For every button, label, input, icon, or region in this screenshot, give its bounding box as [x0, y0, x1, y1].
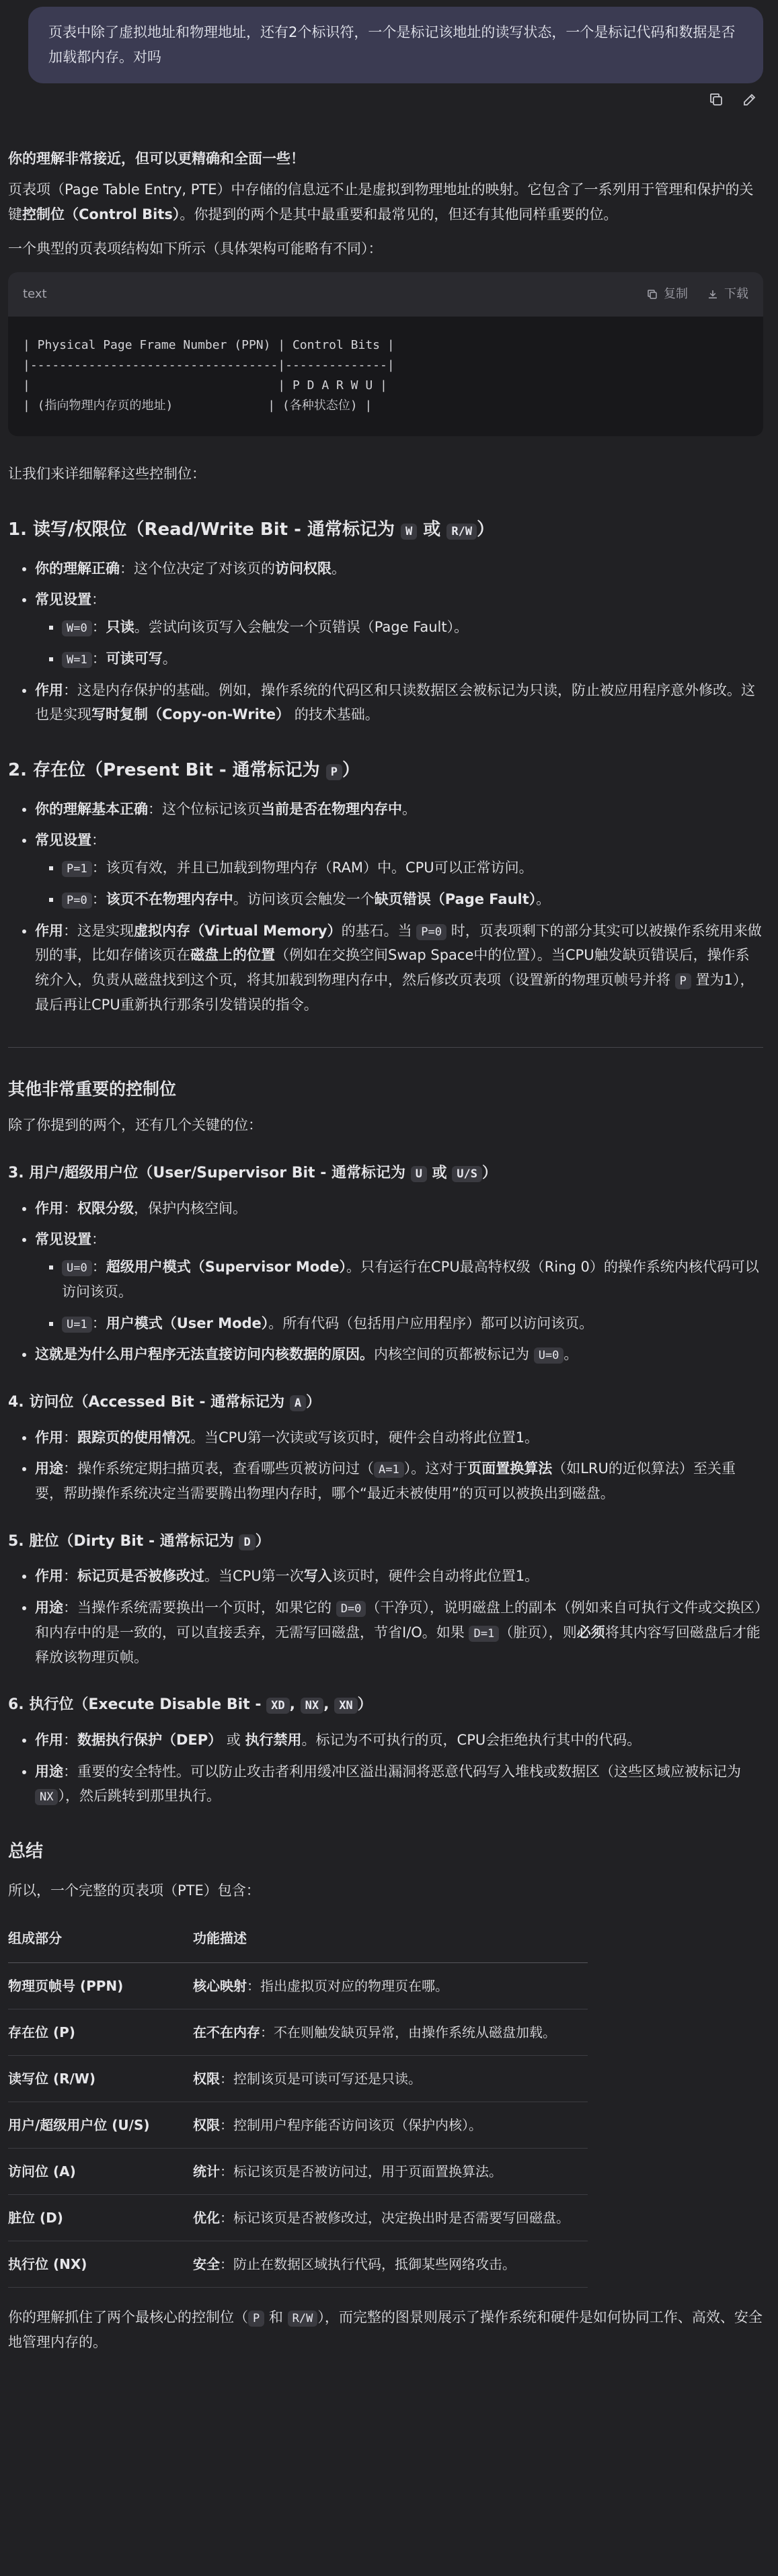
list-item: • 作用：跟踪页的使用情况。当CPU第一次读或写该页时，硬件会自动将此位置1。: [35, 1425, 763, 1450]
structure-text: 一个典型的页表项结构如下所示（具体架构可能略有不同）：: [8, 240, 383, 257]
code-block: [8, 272, 763, 437]
list-item: • 作用：权限分级，保护内核空间。: [35, 1196, 763, 1221]
code-download-button[interactable]: 下载: [707, 284, 748, 305]
list-item: • 用途：重要的安全特性。可以防止攻击者利用缓冲区溢出漏洞将恶意代码写入堆栈或数据区（这些区域应被标记为 NX ），然后跳转到那里执行。: [35, 1759, 763, 1809]
list-item: ▪ W=0 ：只读。尝试向该页写入会触发一个页错误（Page Fault）。: [62, 615, 763, 640]
code-copy-button[interactable]: 复制: [646, 284, 688, 305]
list-item: • 用途：当操作系统需要换出一个页时，如果它的 D=0 （干净页），说明磁盘上的副本（例如来自可执行文件或交换区）和内存中的是一致的，可以直接丢弃，无需写回磁盘，节省I/O。如果 D=1 （脏页），则必须将其内容写回磁盘后才能释放该物理页帧。: [35, 1595, 763, 1669]
summary-table: [8, 1915, 588, 2288]
table-row: 脏位 (D) 优化：标记该页是否被修改过，决定换出时是否需要写回磁盘。: [8, 2195, 588, 2241]
table-header-row: [8, 1915, 588, 1963]
section-6-heading: 6. 执行位（Execute Disable Bit - XD , NX , XN ）: [8, 1696, 373, 1714]
section-2-heading: 2. 存在位（Present Bit - 通常标记为 P ）: [8, 760, 360, 781]
user-message-text: 页表中除了虚拟地址和物理地址，还有2个标识符，一个是标记该地址的读写状态，一个是标记代码和数据是否加载都内存。对吗: [48, 24, 736, 65]
pencil-icon[interactable]: [742, 91, 758, 108]
list-item: • 你的理解基本正确：这个位标记该页当前是否在物理内存中。: [35, 797, 763, 822]
other-bits-intro: 除了你提到的两个，还有几个关键的位：: [8, 1117, 262, 1134]
section-4-heading: 4. 访问位（Accessed Bit - 通常标记为 A ）: [8, 1394, 321, 1411]
table-row: 访问位 (A) 统计：标记该页是否被访问过，用于页面置换算法。: [8, 2149, 588, 2195]
table-row: 读写位 (R/W) 权限：控制该页是可读可写还是只读。: [8, 2056, 588, 2102]
answer-intro: 页表项（Page Table Entry, PTE）中存储的信息远不止是虚拟到物理地址的映射。它包含了一系列用于管理和保护的关键控制位（Control Bits）。你提到的两个是其中最重要和最常见的，但还有其他同样重要的位。: [8, 181, 754, 222]
list-item: • 这就是为什么用户程序无法直接访问内核数据的原因。内核空间的页都被标记为 U=0 。: [35, 1342, 763, 1367]
answer-lead: 你的理解非常接近，但可以更精确和全面一些！: [8, 150, 305, 167]
list-item: ▪ P=1 ：该页有效，并且已加载到物理内存（RAM）中。CPU可以正常访问。: [62, 856, 763, 880]
list-item: • 作用：这是内存保护的基础。例如，操作系统的代码区和只读数据区会被标记为只读，防止被应用程序意外修改。这也是实现写时复制（Copy-on-Write） 的技术基础。: [35, 678, 763, 728]
list-item: ▪ P=0 ：该页不在物理内存中。访问该页会触发一个缺页错误（Page Fault）。: [62, 887, 763, 912]
section-1-list: [8, 556, 763, 728]
section-4-list: [8, 1425, 763, 1506]
table-header: 功能描述: [193, 1915, 588, 1963]
list-item: • 作用：数据执行保护（DEP） 或 执行禁用。标记为不可执行的页，CPU会拒绝执行其中的代码。: [35, 1728, 763, 1753]
list-item: ▪ W=1 ：可读可写。: [62, 647, 763, 671]
copy-icon: [646, 288, 658, 300]
list-item: • 常见设置： ▪ U=0 ：超级用户模式（Supervisor Mode）。只有运行在CPU最高特权级（Ring 0）的操作系统内核代码可以访问该页。 ▪ U=1 ：用户模式（User Mode）。所有代码（包括用户应用程序）都可以访问该页。: [35, 1227, 763, 1335]
section-1-heading: 1. 读写/权限位（Read/Write Bit - 通常标记为 W 或 R/W ）: [8, 520, 495, 540]
message-toolbar: [8, 83, 763, 114]
summary-heading: 总结: [8, 1841, 44, 1862]
section-2-list: [8, 797, 763, 1017]
code-language-label: text: [23, 286, 47, 301]
list-item: ▪ U=0 ：超级用户模式（Supervisor Mode）。只有运行在CPU最高特权级（Ring 0）的操作系统内核代码可以访问该页。: [62, 1255, 763, 1304]
table-header: 组成部分: [8, 1915, 193, 1963]
section-6-list: [8, 1728, 763, 1809]
list-item: • 作用：标记页是否被修改过。当CPU第一次写入该页时，硬件会自动将此位置1。: [35, 1564, 763, 1589]
summary-intro: 所以，一个完整的页表项（PTE）包含：: [8, 1882, 260, 1899]
section-3-heading: 3. 用户/超级用户位（User/Supervisor Bit - 通常标记为 U 或 U/S ）: [8, 1165, 497, 1182]
list-item: • 用途：操作系统定期扫描页表，查看哪些页被访问过（ A=1 ）。这对于页面置换算法（如LRU的近似算法）至关重要，帮助操作系统决定当需要腾出物理内存时，哪个“最近未被使用”的页可以被换出到磁盘。: [35, 1456, 763, 1506]
copy-icon[interactable]: [708, 91, 724, 108]
other-bits-heading: 其他非常重要的控制位: [8, 1079, 177, 1099]
list-item: • 常见设置： ▪ P=1 ：该页有效，并且已加载到物理内存（RAM）中。CPU可以正常访问。 ▪ P=0 ：该页不在物理内存中。访问该页会触发一个缺页错误（Page Fault）。: [35, 828, 763, 911]
download-icon: [707, 288, 719, 300]
list-item: • 常见设置： ▪ W=0 ：只读。尝试向该页写入会触发一个页错误（Page Fault）。 ▪ W=1 ：可读可写。: [35, 587, 763, 671]
table-row: 用户/超级用户位 (U/S) 权限：控制用户程序能否访问该页（保护内核）。: [8, 2102, 588, 2149]
user-message-bubble: [28, 7, 763, 83]
closing-text: 你的理解抓住了两个最核心的控制位（ P 和 R/W ），而完整的图景则展示了操作系统和硬件是如何协同工作、高效、安全地管理内存的。: [8, 2309, 763, 2351]
code-content: | Physical Page Frame Number (PPN) | Control Bits | |----------------------------------|--------------| | | P D A R W U | | (指向物理内存页的地址) | (各种状态位) |: [23, 337, 395, 413]
section-5-heading: 5. 脏位（Dirty Bit - 通常标记为 D ）: [8, 1532, 270, 1550]
section-3-list: [8, 1196, 763, 1368]
table-row: 执行位 (NX) 安全：防止在数据区域执行代码，抵御某些网络攻击。: [8, 2241, 588, 2288]
table-row: 存在位 (P) 在不在内存：不在则触发缺页异常，由操作系统从磁盘加载。: [8, 2009, 588, 2056]
list-item: • 你的理解正确：这个位决定了对该页的访问权限。: [35, 556, 763, 581]
list-item: • 作用：这是实现虚拟内存（Virtual Memory）的基石。当 P=0 时，页表项剩下的部分其实可以被操作系统用来做别的事，比如存储该页在磁盘上的位置（例如在交换空间Swap Space中的位置）。当CPU触发缺页错误后，操作系统介入，负责从磁盘找到这个页，将其加载到物理内存中，然后修改页表项（设置新的物理页帧号并将 P 置为1），最后再让CPU重新执行那条引发错误的指令。: [35, 919, 763, 1017]
chat-container: [0, 7, 778, 2355]
section-5-list: [8, 1564, 763, 1669]
table-row: 物理页帧号 (PPN) 核心映射：指出虚拟页对应的物理页在哪。: [8, 1963, 588, 2009]
list-item: ▪ U=1 ：用户模式（User Mode）。所有代码（包括用户应用程序）都可以访问该页。: [62, 1311, 763, 1336]
divider: [8, 1047, 763, 1048]
code-block-header: [8, 272, 763, 317]
breakdown-text: 让我们来详细解释这些控制位：: [8, 466, 206, 483]
